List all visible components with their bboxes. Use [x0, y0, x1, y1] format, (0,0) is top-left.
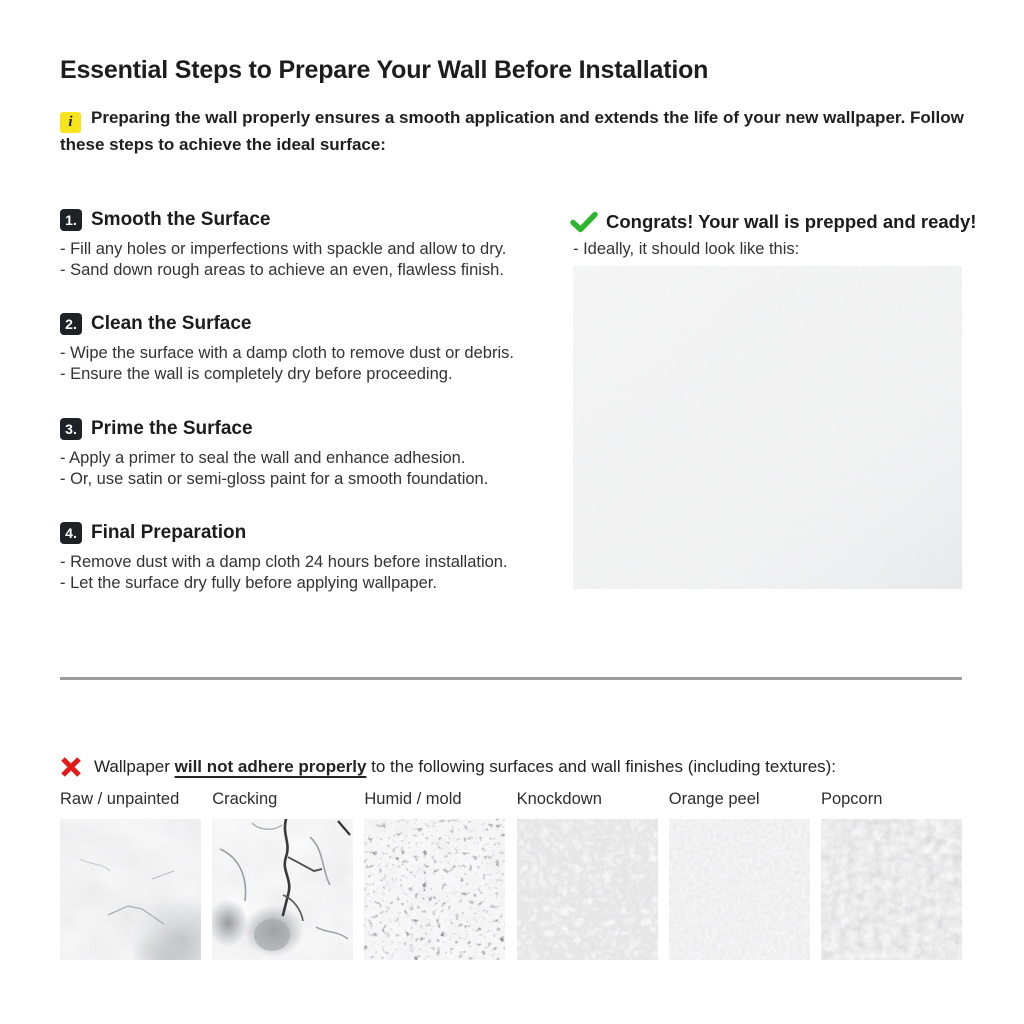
surface-label: Humid / mold [364, 790, 462, 808]
step-title: Clean the Surface [91, 313, 252, 334]
step-heading [60, 522, 565, 544]
step-details [60, 343, 565, 385]
warning-suffix: to the following surfaces and wall finishes (including textures): [366, 757, 837, 776]
surface-label: Popcorn [820, 790, 883, 808]
step-detail-line: - Apply a primer to seal the wall and enhance adhesion. [60, 449, 466, 467]
step-details [60, 552, 565, 594]
step-final-preparation [60, 522, 565, 594]
texture-orange-peel [669, 819, 810, 960]
step-number-badge: 4. [60, 522, 82, 544]
step-detail-line: - Ensure the wall is completely dry before proceeding. [60, 365, 453, 383]
texture-popcorn [821, 819, 962, 960]
texture-raw-unpainted [60, 819, 201, 960]
step-clean-the-surface [60, 313, 565, 385]
surface-cracking [212, 790, 353, 960]
info-icon: i [60, 112, 81, 133]
step-details [60, 448, 565, 490]
surface-label: Cracking [212, 790, 278, 808]
surface-orange-peel [669, 790, 810, 960]
result-heading [570, 211, 976, 233]
step-detail-line: - Let the surface dry fully before applying wallpaper. [60, 574, 437, 592]
step-detail-line: - Remove dust with a damp cloth 24 hours before installation. [60, 553, 508, 571]
step-heading [60, 313, 565, 335]
warning-prefix: Wallpaper [94, 757, 175, 776]
step-number-badge: 1. [60, 209, 82, 231]
bad-surfaces-grid [60, 790, 962, 960]
step-detail-line: - Wipe the surface with a damp cloth to remove dust or debris. [60, 344, 514, 362]
x-icon [60, 756, 82, 778]
warning-emphasis: will not adhere properly [174, 757, 367, 776]
result-title: Congrats! Your wall is prepped and ready! [606, 211, 977, 232]
intro-paragraph [60, 106, 966, 157]
step-detail-line: - Or, use satin or semi-gloss paint for a smooth foundation. [60, 470, 489, 488]
step-detail-line: - Fill any holes or imperfections with spackle and allow to dry. [60, 240, 507, 258]
surface-label: Orange peel [668, 790, 760, 808]
result-note: - Ideally, it should look like this: [573, 240, 800, 258]
step-heading [60, 209, 565, 231]
checkmark-icon [570, 211, 598, 233]
step-details [60, 239, 565, 281]
intro-text: Preparing the wall properly ensures a smooth application and extends the life of your new wallpaper. Follow these steps to achieve the ideal surface: [60, 108, 964, 154]
texture-cracking [212, 819, 353, 960]
surface-popcorn [821, 790, 962, 960]
step-number-badge: 3. [60, 418, 82, 440]
surface-label: Raw / unpainted [60, 790, 180, 808]
step-heading [60, 418, 565, 440]
step-title: Smooth the Surface [91, 209, 271, 230]
step-title: Prime the Surface [91, 418, 253, 439]
texture-knockdown [517, 819, 658, 960]
warning-text [94, 757, 836, 777]
page-title: Essential Steps to Prepare Your Wall Before Installation [60, 56, 709, 84]
step-detail-line: - Sand down rough areas to achieve an even, flawless finish. [60, 261, 504, 279]
surface-humid-mold [364, 790, 505, 960]
surface-label: Knockdown [516, 790, 602, 808]
section-divider [60, 677, 962, 680]
step-prime-the-surface [60, 418, 565, 490]
smooth-prepped-wall-photo [573, 266, 962, 589]
surface-knockdown [517, 790, 658, 960]
step-smooth-the-surface [60, 209, 565, 281]
surface-raw-unpainted [60, 790, 201, 960]
texture-humid-mold [364, 819, 505, 960]
warning-heading [60, 756, 836, 778]
step-number-badge: 2. [60, 313, 82, 335]
step-title: Final Preparation [91, 522, 247, 543]
